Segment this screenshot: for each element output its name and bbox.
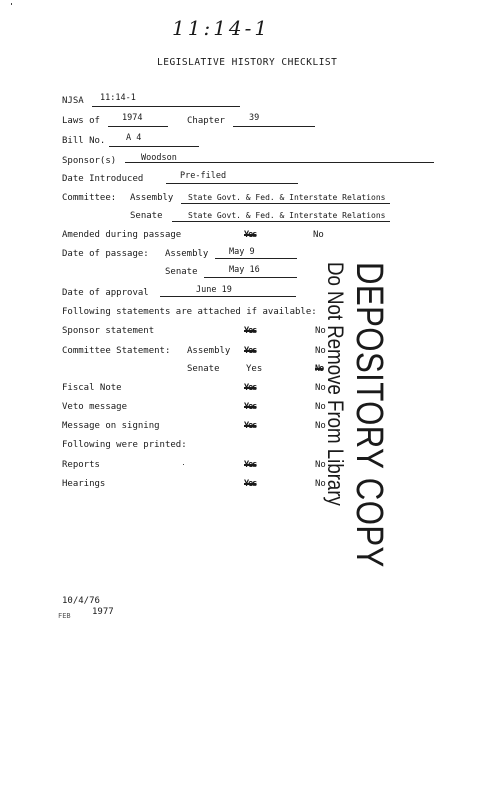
veto-message-no: No (315, 402, 326, 412)
message-on-signing-label: Message on signing (62, 421, 160, 431)
committee-statement-senate-yes: Yes (246, 364, 263, 374)
sponsor-label: Sponsor(s) (62, 156, 117, 166)
sponsor-statement-label: Sponsor statement (62, 326, 155, 336)
sponsor-statement-yes-struck: Yes (244, 326, 257, 336)
hearings-yes-struck: Yes (244, 479, 257, 489)
date-of-approval-value: June 19 (196, 285, 232, 295)
amended-no: No (313, 230, 324, 240)
committee-assembly-value: State Govt. & Fed. & Interstate Relations (188, 193, 386, 202)
hearings-no: No (315, 479, 326, 489)
stamp-line-1: DEPOSITORY COPY (348, 262, 390, 568)
passage-senate-line (204, 277, 297, 278)
committee-assembly-line (181, 203, 390, 204)
scan-speck (183, 464, 184, 465)
amended-label: Amended during passage (62, 230, 182, 240)
fiscal-note-label: Fiscal Note (62, 383, 122, 393)
sponsor-statement-no: No (315, 326, 326, 336)
chapter-line (233, 126, 315, 127)
chapter-value: 39 (249, 113, 260, 123)
sponsor-line (125, 162, 434, 163)
scan-speck (11, 3, 12, 5)
fiscal-note-yes-struck: Yes (244, 383, 257, 393)
hearings-label: Hearings (62, 479, 106, 489)
committee-assembly-label: Assembly (130, 193, 174, 203)
statements-heading: Following statements are attached if available: (62, 307, 317, 317)
date-introduced-label: Date Introduced (62, 174, 144, 184)
laws-of-value: 1974 (122, 113, 143, 123)
footer-date2-year: 1977 (92, 607, 114, 617)
committee-statement-senate-no-struck: No (315, 364, 324, 374)
fiscal-note-no: No (315, 383, 326, 393)
printed-heading: Following were printed: (62, 440, 187, 450)
njsa-value: 11:14-1 (100, 93, 136, 103)
committee-senate-value: State Govt. & Fed. & Interstate Relations (188, 211, 386, 220)
footer-date2-prefix: FEB (58, 612, 71, 620)
passage-assembly-line (215, 258, 297, 259)
message-on-signing-no: No (315, 421, 326, 431)
message-on-signing-yes-struck: Yes (244, 421, 257, 431)
committee-statement-assembly-no: No (315, 346, 326, 356)
reports-yes-struck: Yes (244, 460, 257, 470)
committee-statement-label: Committee Statement: (62, 346, 171, 356)
reports-no: No (315, 460, 326, 470)
passage-assembly-value: May 9 (229, 247, 255, 257)
bill-no-label: Bill No. (62, 136, 106, 146)
veto-message-yes-struck: Yes (244, 402, 257, 412)
bill-no-line (109, 146, 199, 147)
committee-senate-line (172, 221, 390, 222)
njsa-label: NJSA (62, 96, 84, 106)
passage-senate-label: Senate (165, 267, 198, 277)
depository-stamp (324, 262, 389, 635)
passage-senate-value: May 16 (229, 265, 260, 275)
date-of-approval-line (160, 296, 296, 297)
date-introduced-line (166, 183, 298, 184)
chapter-label: Chapter (187, 116, 225, 126)
stamp-line-2: Do Not Remove From Library (323, 262, 348, 506)
handwritten-number: 11:14-1 (172, 16, 271, 40)
committee-statement-assembly-yes-struck: Yes (244, 346, 257, 356)
laws-of-line (108, 126, 168, 127)
veto-message-label: Veto message (62, 402, 128, 412)
date-of-passage-label: Date of passage: (62, 249, 149, 259)
passage-assembly-label: Assembly (165, 249, 209, 259)
committee-senate-label: Senate (130, 211, 163, 221)
reports-label: Reports (62, 460, 100, 470)
committee-label: Committee: (62, 193, 117, 203)
amended-yes-struck: Yes (244, 230, 257, 240)
sponsor-value: Woodson (141, 153, 177, 163)
committee-statement-assembly-label: Assembly (187, 346, 231, 356)
date-introduced-value: Pre-filed (180, 171, 227, 181)
njsa-line (92, 106, 240, 107)
page-title: LEGISLATIVE HISTORY CHECKLIST (157, 57, 338, 68)
bill-no-value: A 4 (126, 133, 142, 143)
committee-statement-senate-label: Senate (187, 364, 220, 374)
laws-of-label: Laws of (62, 116, 100, 126)
date-of-approval-label: Date of approval (62, 288, 149, 298)
footer-date: 10/4/76 (62, 596, 100, 606)
